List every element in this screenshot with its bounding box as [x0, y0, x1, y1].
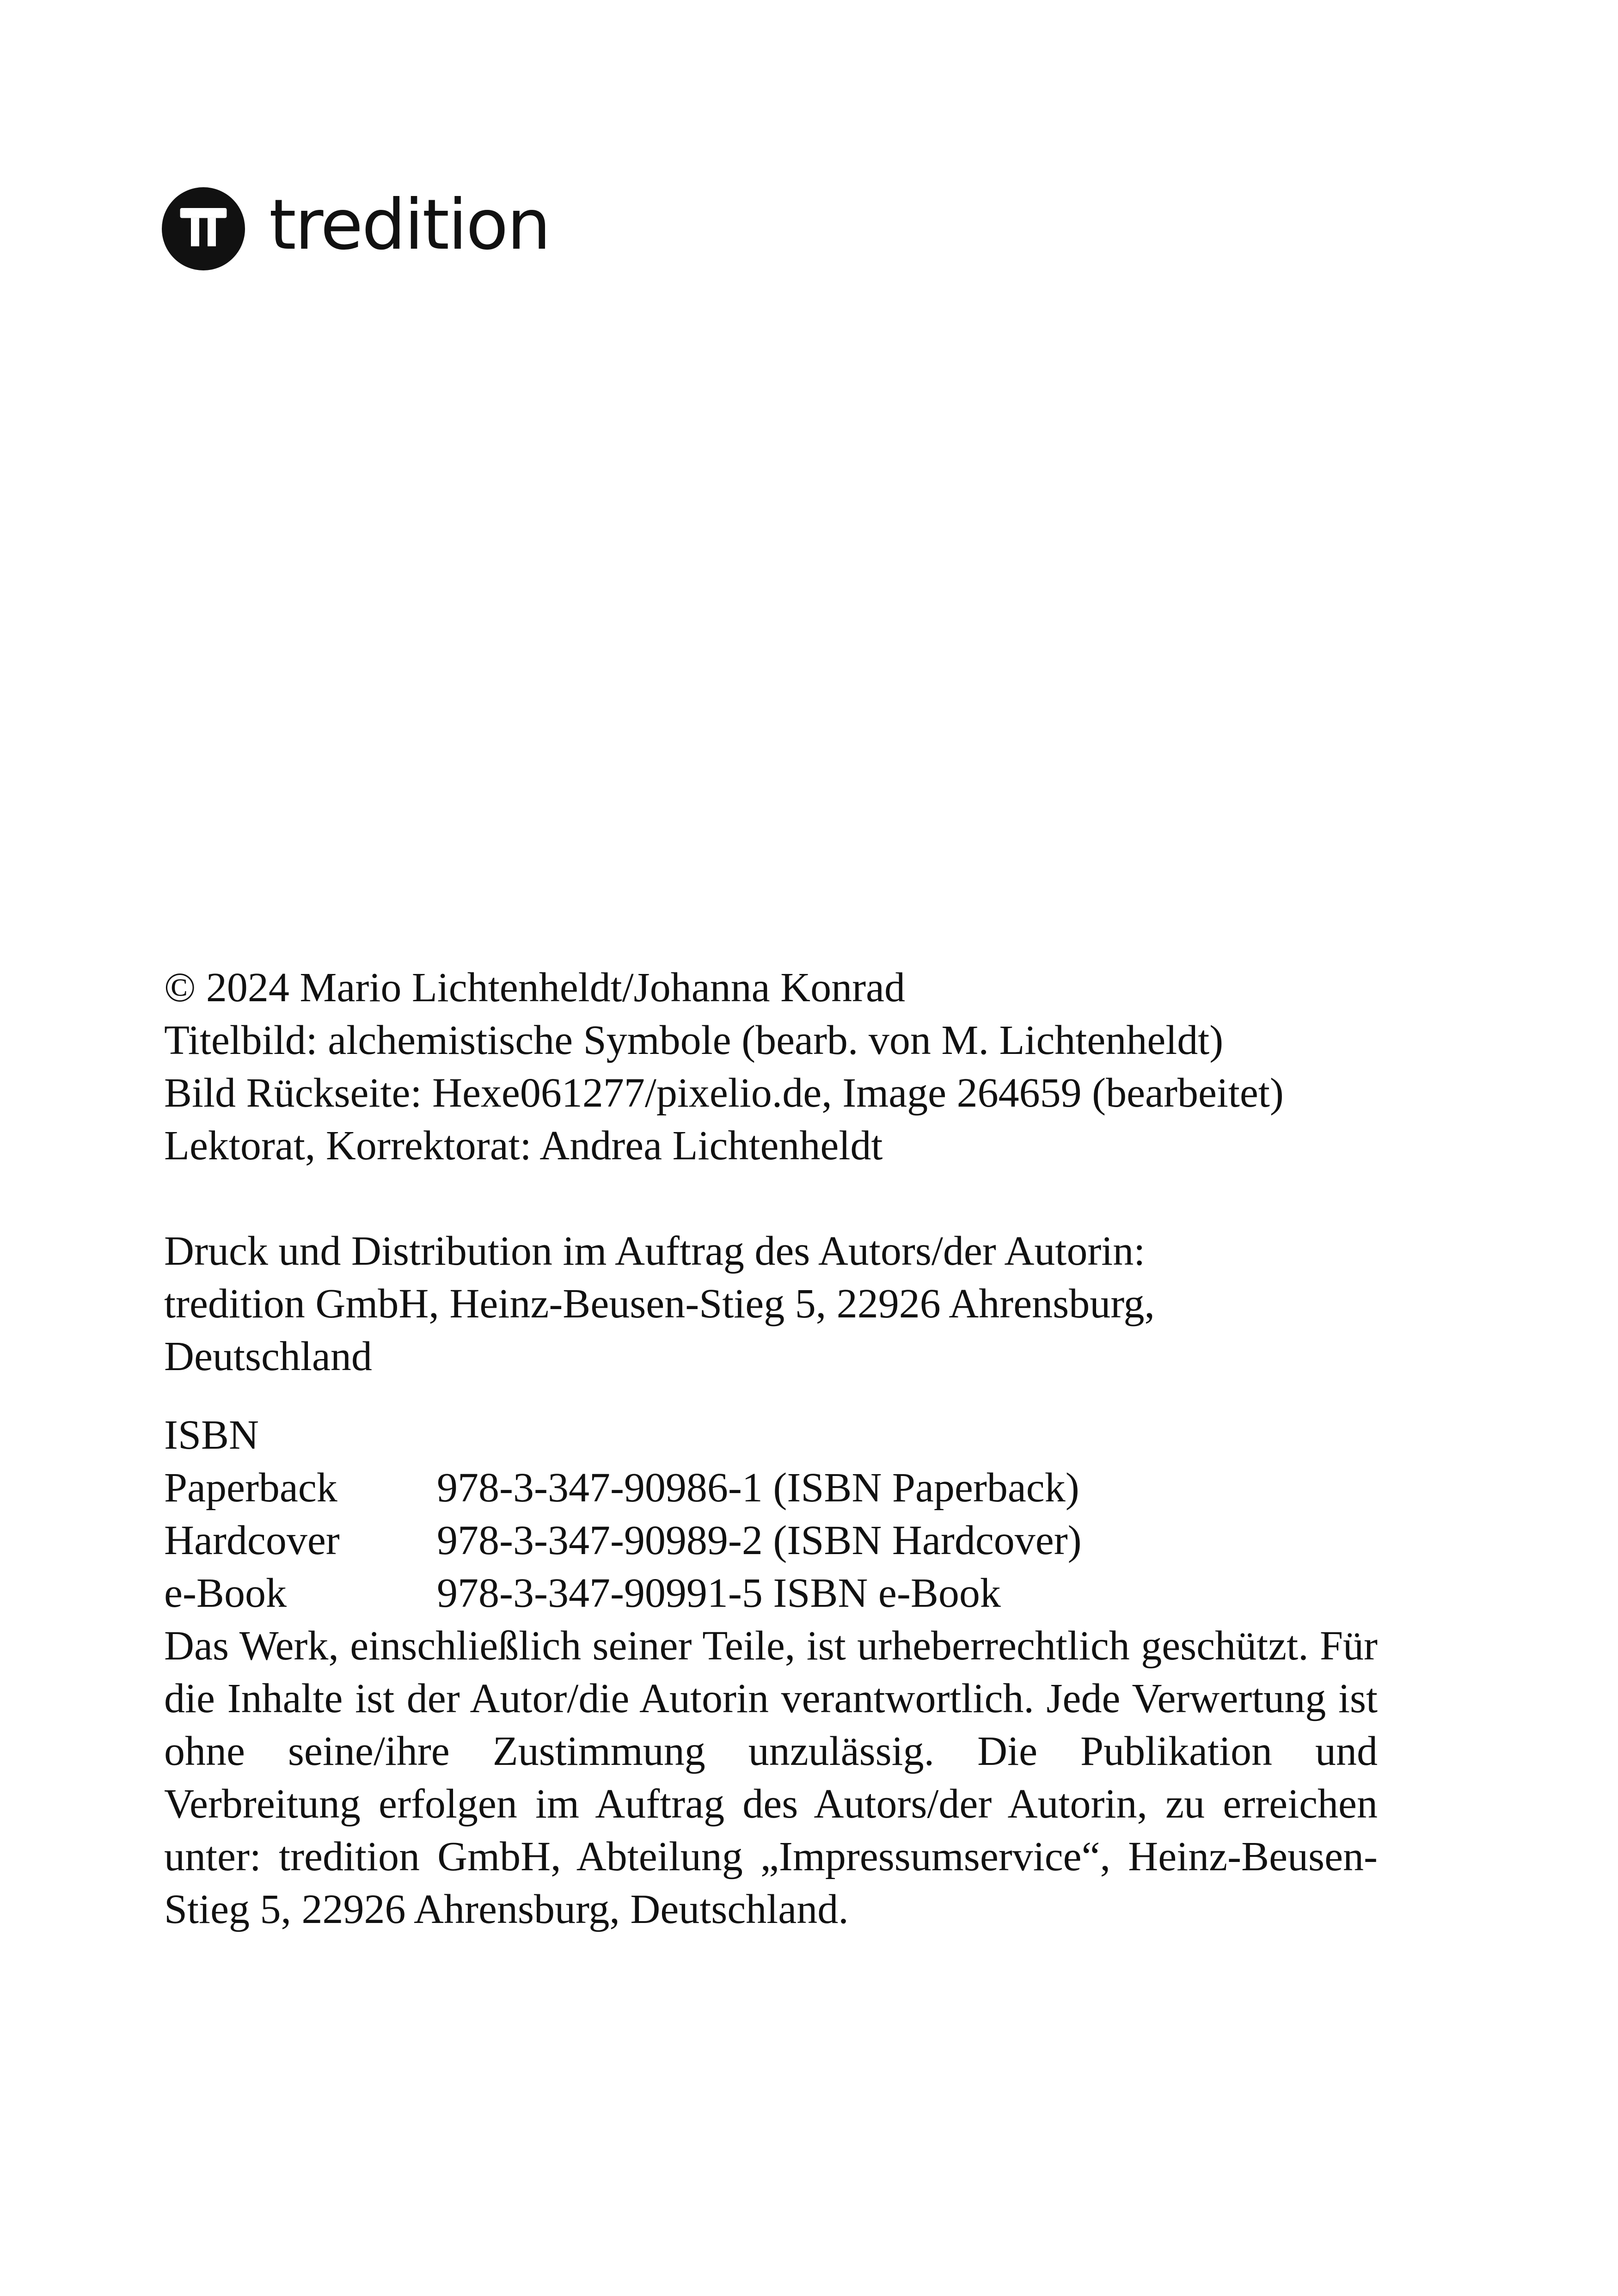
isbn-section: [164, 1409, 1378, 1620]
imprint-block: [164, 961, 1378, 1936]
tredition-logo-icon: [162, 187, 245, 270]
back-image-credit: Bild Rückseite: Hexe061277/pixelio.de, Image 264659 (bearbeitet): [164, 1070, 1284, 1116]
isbn-format: e-Book: [164, 1570, 287, 1616]
cover-image-credit: Titelbild: alchemistische Symbole (bearb. von M. Lichtenheldt): [164, 1017, 1224, 1063]
legal-notice: Das Werk, einschließlich seiner Teile, ist urheberrechtlich geschützt. Für die Inhalte ist der Autor/die Autorin verantwortlich. Jede Verwertung ist ohne seine/ihre Zustimmung unzulässig. Die Publikation und Verbreitung erfolgen im Auftrag des Autors/der Autorin, zu erreichen unter: tredition GmbH, Abteilung „Impressumservice“, Heinz-Beusen-Stieg 5, 22926 Ahrensburg, Deutschland.: [164, 1623, 1378, 1932]
isbn-number: 978-3-347-90991-5 ISBN e-Book: [437, 1570, 1001, 1616]
credits-section: [164, 961, 1378, 1172]
isbn-format: Hardcover: [164, 1518, 340, 1563]
copyright-line: © 2024 Mario Lichtenheldt/Johanna Konrad: [164, 965, 905, 1010]
print-distribution-section: [164, 1225, 1378, 1383]
isbn-heading: ISBN: [164, 1412, 259, 1458]
print-info-line: Druck und Distribution im Auftrag des Autors/der Autorin:: [164, 1228, 1146, 1274]
isbn-row: [164, 1514, 1378, 1567]
print-info-line: tredition GmbH, Heinz-Beusen-Stieg 5, 22926 Ahrensburg,: [164, 1281, 1155, 1327]
isbn-row: [164, 1462, 1378, 1514]
isbn-format: Paperback: [164, 1465, 337, 1511]
editing-credit: Lektorat, Korrektorat: Andrea Lichtenheldt: [164, 1123, 883, 1169]
publisher-logo: [162, 185, 550, 273]
isbn-number: 978-3-347-90989-2 (ISBN Hardcover): [437, 1518, 1082, 1563]
print-info-line: Deutschland: [164, 1334, 372, 1379]
logo-wordmark: tredition: [269, 185, 550, 265]
isbn-number: 978-3-347-90986-1 (ISBN Paperback): [437, 1465, 1079, 1511]
isbn-row: [164, 1567, 1378, 1620]
